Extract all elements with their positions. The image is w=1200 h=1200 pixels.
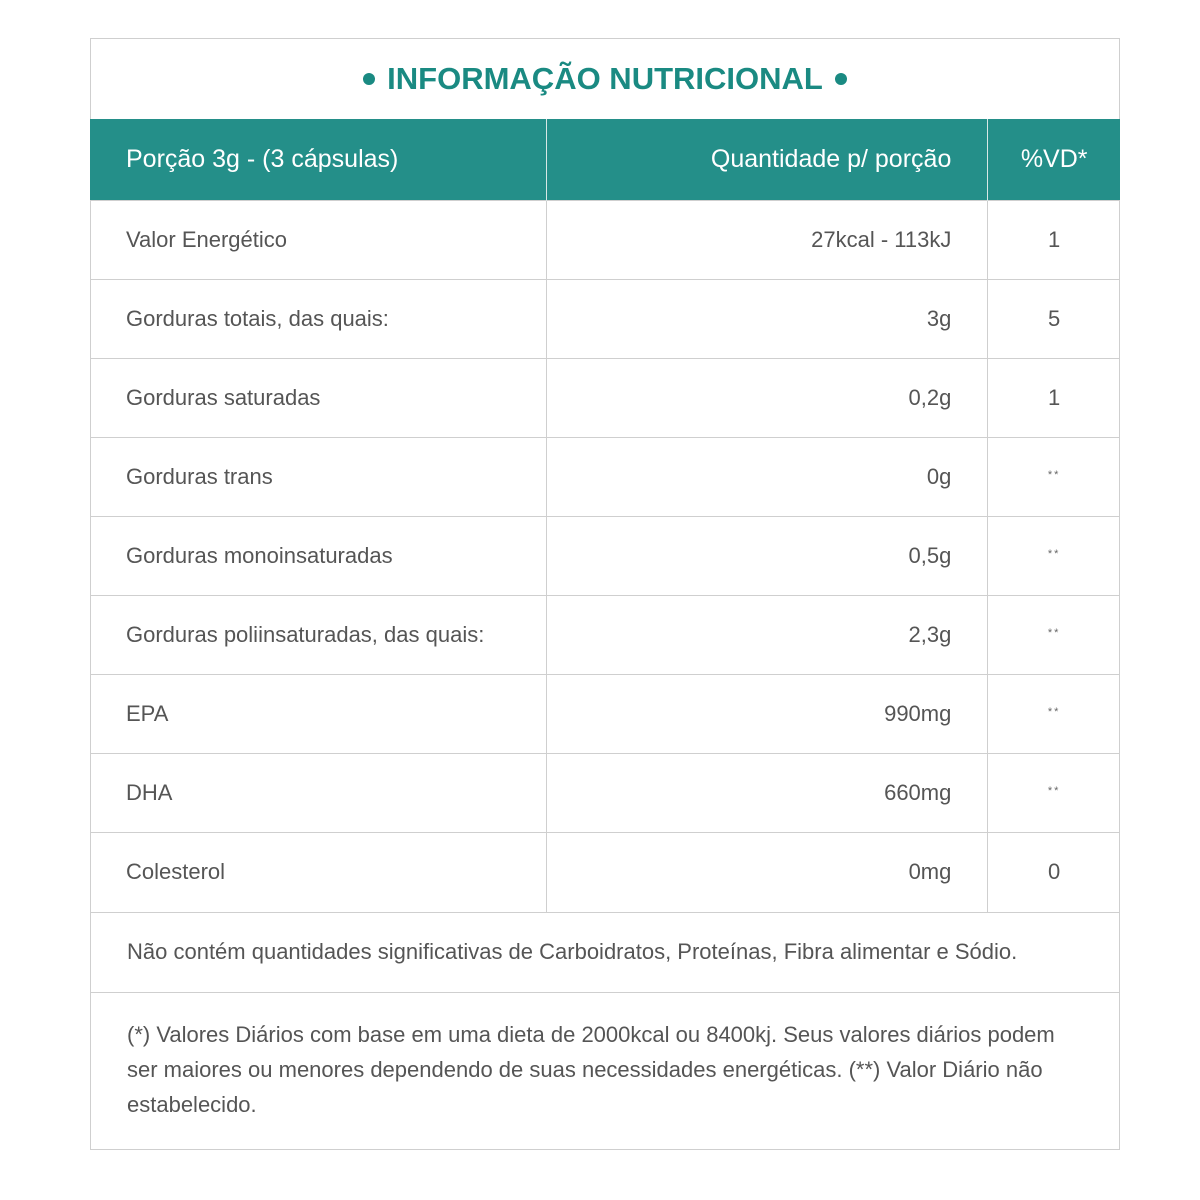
nutrient-name: Valor Energético <box>90 201 546 280</box>
nutrient-name: Colesterol <box>90 833 546 912</box>
nutrient-dv <box>988 596 1120 675</box>
nutrient-name: EPA <box>90 675 546 754</box>
dv-value: ** <box>1047 706 1061 718</box>
table-row <box>90 280 1120 359</box>
nutrient-amount: 0mg <box>546 833 987 912</box>
nutrient-dv <box>988 833 1120 912</box>
table-row <box>90 675 1120 754</box>
nutrient-dv <box>988 359 1120 438</box>
nutrient-name: DHA <box>90 754 546 833</box>
nutrient-dv <box>988 675 1120 754</box>
nutrient-dv <box>988 438 1120 517</box>
nutrient-dv <box>988 201 1120 280</box>
table-row <box>90 359 1120 438</box>
dv-value: ** <box>1047 785 1061 797</box>
bullet-dot-icon <box>835 73 847 85</box>
dv-value: 0 <box>1048 859 1061 885</box>
nutrient-amount: 990mg <box>546 675 987 754</box>
nutrient-name: Gorduras totais, das quais: <box>90 280 546 359</box>
table-header-row <box>90 119 1120 201</box>
header-portion: Porção 3g - (3 cápsulas) <box>90 119 546 201</box>
panel-title <box>91 39 1119 119</box>
dv-value: 1 <box>1048 227 1061 252</box>
header-dv: %VD* <box>988 119 1120 201</box>
table-row <box>90 517 1120 596</box>
dv-value: 5 <box>1048 306 1061 331</box>
nutrient-amount: 660mg <box>546 754 987 833</box>
table-row <box>90 833 1120 912</box>
nutrient-amount: 0,5g <box>546 517 987 596</box>
table-row <box>90 201 1120 280</box>
nutrient-amount: 0,2g <box>546 359 987 438</box>
table-row <box>90 596 1120 675</box>
dv-value: ** <box>1047 548 1061 560</box>
nutrition-facts-panel <box>90 38 1120 1150</box>
nutrient-amount: 3g <box>546 280 987 359</box>
nutrient-name: Gorduras trans <box>90 438 546 517</box>
nutrient-name: Gorduras saturadas <box>90 359 546 438</box>
note-text: Não contém quantidades significativas de Carboidratos, Proteínas, Fibra alimentar e Sódio. <box>91 912 1119 992</box>
dv-value: ** <box>1047 469 1061 481</box>
dv-value: 1 <box>1048 385 1061 410</box>
nutrient-dv <box>988 517 1120 596</box>
nutrition-table <box>90 119 1120 912</box>
nutrient-amount: 2,3g <box>546 596 987 675</box>
table-row <box>90 438 1120 517</box>
nutrient-name: Gorduras monoinsaturadas <box>90 517 546 596</box>
header-quantity: Quantidade p/ porção <box>546 119 987 201</box>
bullet-dot-icon <box>363 73 375 85</box>
nutrient-dv <box>988 280 1120 359</box>
table-row <box>90 754 1120 833</box>
nutrient-amount: 27kcal - 113kJ <box>546 201 987 280</box>
nutrient-dv <box>988 754 1120 833</box>
footnote-text: (*) Valores Diários com base em uma dieta de 2000kcal ou 8400kj. Seus valores diários podem ser maiores ou menores dependendo de suas necessidades energéticas. (**) Valor Diário não estabelecido. <box>91 992 1119 1122</box>
nutrient-amount: 0g <box>546 438 987 517</box>
title-text: INFORMAÇÃO NUTRICIONAL <box>387 61 823 96</box>
nutrient-name: Gorduras poliinsaturadas, das quais: <box>90 596 546 675</box>
dv-value: ** <box>1047 627 1061 639</box>
